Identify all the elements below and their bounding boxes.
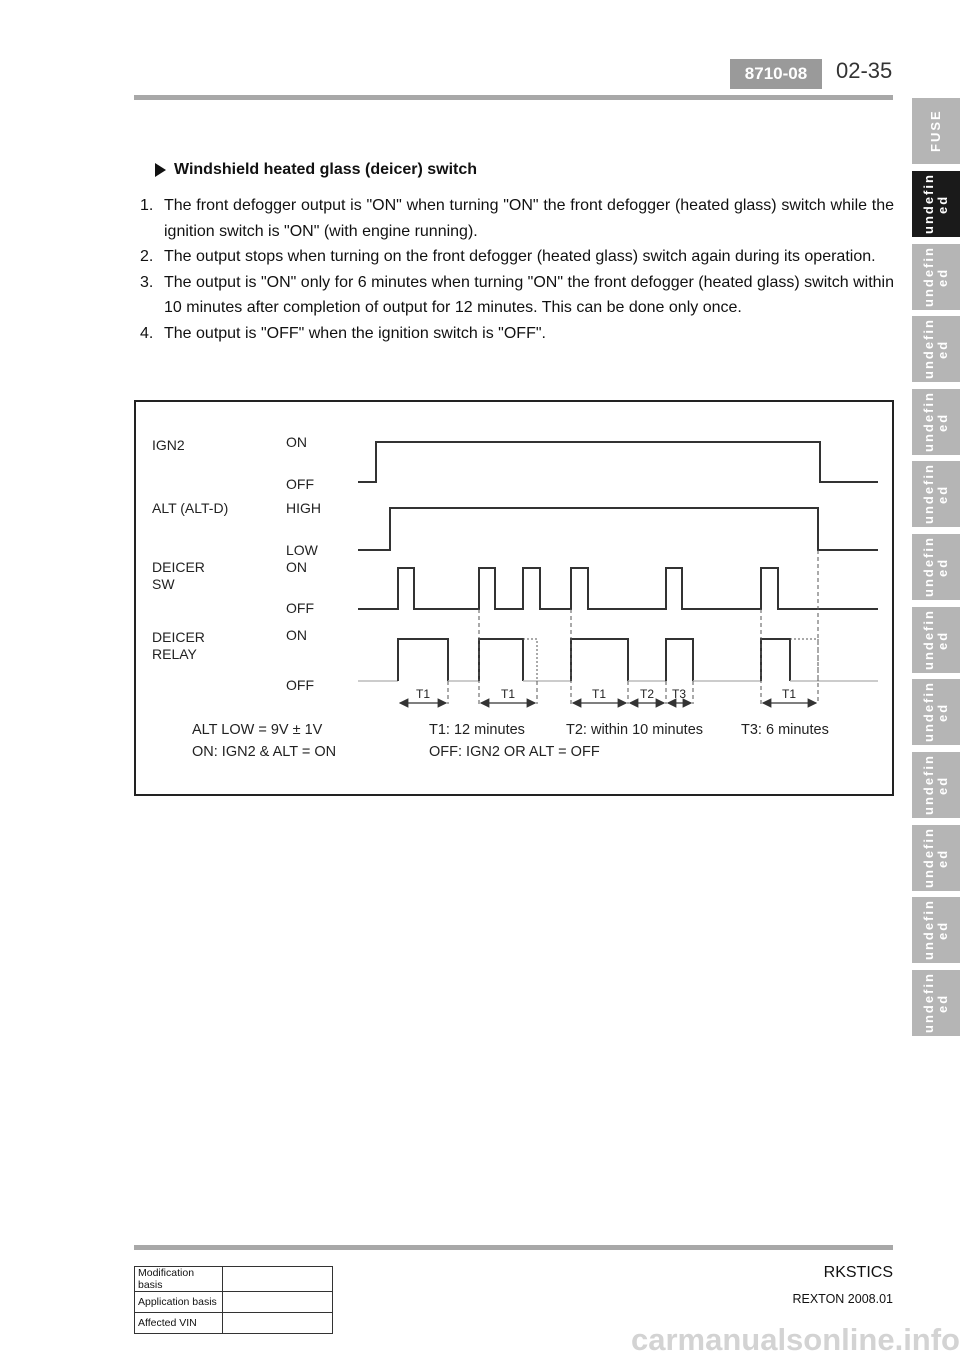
step-item: 4. The output is "OFF" when the ignition switch is "OFF". [140,324,546,342]
table-row [135,1292,333,1313]
legend-alt-low: ALT LOW = 9V ± 1V [192,722,323,738]
page-code-badge: 8710-08 [730,59,822,89]
ign2-waveform [358,442,878,482]
interval-label: T1 [591,687,607,701]
signal-name-deicer-sw: DEICER SW [152,559,205,592]
table-cell-value [223,1292,333,1313]
tab-chapter-9[interactable]: undefin ed [912,679,960,745]
section-title: Windshield heated glass (deicer) switch [174,161,478,178]
table-cell-value [223,1313,333,1334]
state-label: OFF [286,476,314,492]
table-cell-label: Affected VIN [135,1313,223,1334]
state-label: ON [286,559,307,575]
interval-label: T3 [671,687,687,701]
legend-t3: T3: 6 minutes [741,722,829,738]
tab-chapter-2[interactable]: undefin ed [912,171,960,237]
alt-waveform [358,508,878,550]
step-item: 1. The front defogger output is "ON" when turning "ON" the front defogger (heated glass) switch while the ignition switch is "ON" (with engine running). [140,197,894,240]
page-number: 02-35 [836,58,893,83]
watermark: carmanualsonline.info [630,1322,960,1357]
timing-diagram [134,400,894,796]
state-label: ON [286,434,307,450]
tab-chapter-10[interactable]: undefin ed [912,752,960,818]
deicer-sw-waveform [358,568,878,609]
tab-chapter-3[interactable]: undefin ed [912,244,960,310]
table-row [135,1267,333,1292]
tab-chapter-8[interactable]: undefin ed [912,607,960,673]
tab-fuse[interactable]: FUSE [912,98,960,164]
state-label: OFF [286,600,314,616]
header-divider [134,95,893,100]
signal-name-deicer-relay: DEICER RELAY [152,629,205,662]
table-row [135,1313,333,1334]
state-label: LOW [286,542,318,558]
footer-model: REXTON 2008.01 [792,1292,893,1306]
section-heading [155,161,477,179]
legend-t2: T2: within 10 minutes [566,722,704,738]
footer-divider [134,1245,893,1250]
step-item: 3. The output is "ON" only for 6 minutes when turning "ON" the front defogger (heated glass) switch within 10 minutes after completion of output for 12 minutes. This can be done only once. [140,273,894,316]
interval-label: T1 [500,687,516,701]
legend-off-def: OFF: IGN2 OR ALT = OFF [429,744,600,760]
triangle-bullet-icon [155,163,166,177]
tab-chapter-13[interactable]: undefin ed [912,970,960,1036]
interval-label: T1 [781,687,797,701]
tab-chapter-6[interactable]: undefin ed [912,461,960,527]
tab-chapter-4[interactable]: undefin ed [912,316,960,382]
table-cell-label: Modification basis [135,1267,223,1292]
tab-chapter-12[interactable]: undefin ed [912,897,960,963]
tab-chapter-5[interactable]: undefin ed [912,389,960,455]
signal-name-ign2: IGN2 [152,437,185,453]
modification-table [134,1266,333,1334]
signal-name-alt: ALT (ALT-D) [152,500,229,516]
tab-chapter-11[interactable]: undefin ed [912,825,960,891]
legend-t1: T1: 12 minutes [429,722,525,738]
table-cell-value [223,1267,333,1292]
state-label: HIGH [286,500,321,516]
interval-label: T2 [639,687,655,701]
table-cell-label: Application basis [135,1292,223,1313]
procedure-steps [140,193,894,346]
legend-on-def: ON: IGN2 & ALT = ON [192,744,337,760]
footer-title: RKSTICS [823,1264,893,1281]
tab-chapter-7[interactable]: undefin ed [912,534,960,600]
state-label: OFF [286,677,314,693]
state-label: ON [286,627,307,643]
interval-label: T1 [415,687,431,701]
step-item: 2. The output stops when turning on the front defogger (heated glass) switch again during its operation. [140,248,876,265]
